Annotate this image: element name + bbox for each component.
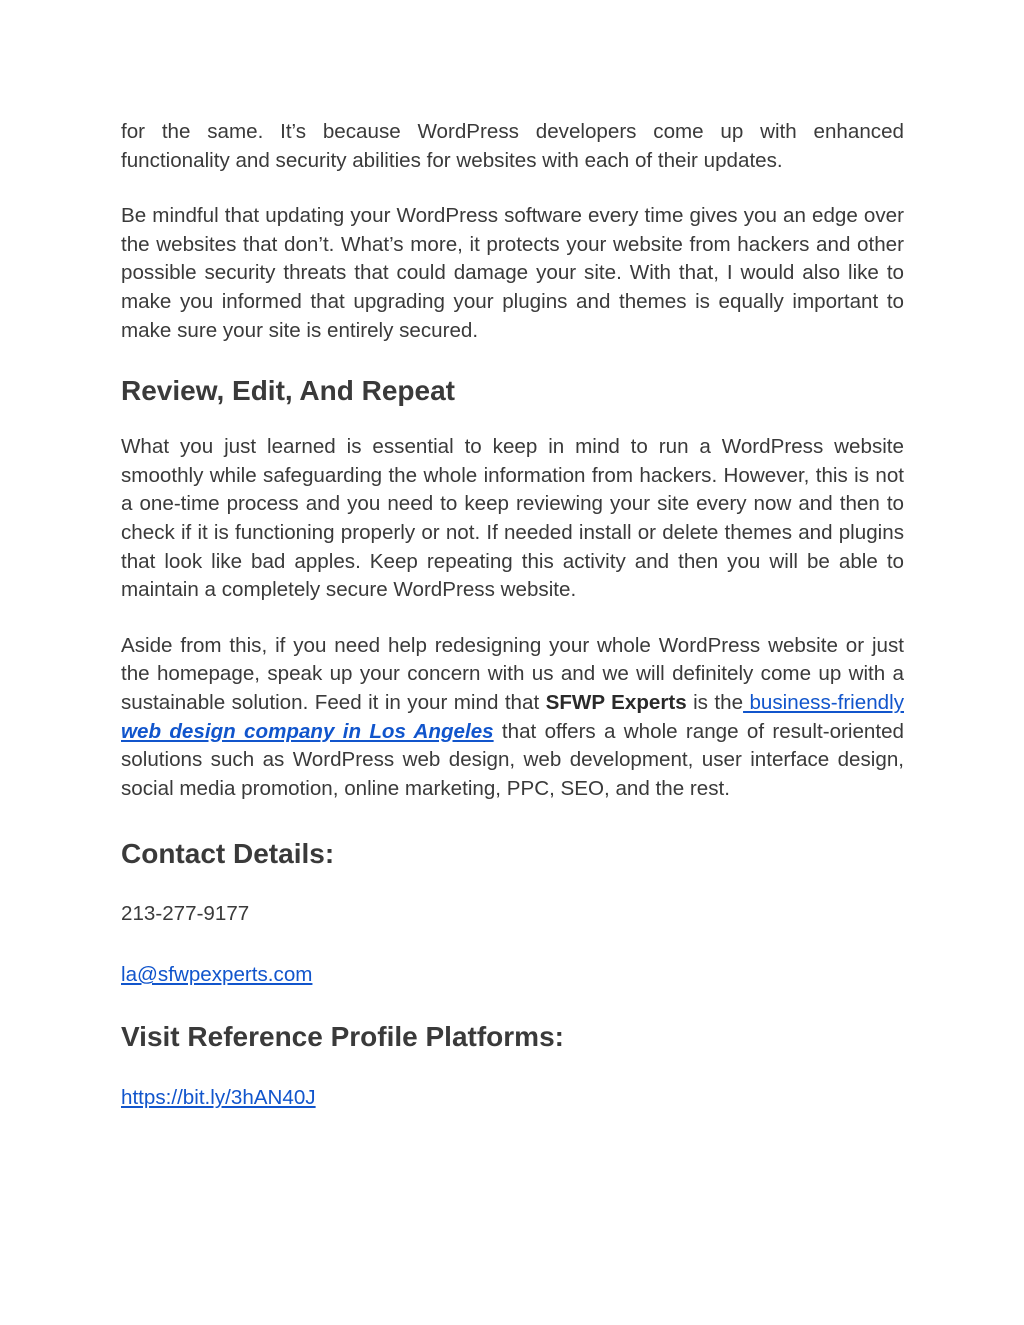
update-mindful-paragraph: Be mindful that updating your WordPress software every time gives you an edge over the websites that don’t. What’s more, it protects your website from hackers and other possible security threats that could damage your site. With that, I would also like to make you informed that upgrading your plugins and themes is equally important to make sure your site is entirely secured.: [121, 204, 904, 342]
brand-name: SFWP Experts: [545, 690, 687, 714]
review-paragraph: What you just learned is essential to keep in mind to run a WordPress website smoothly while safeguarding the whole information from hackers. However, this is not a one-time process and you need to keep reviewing your site every now and then to check if it is functioning properly or not. If needed install or delete themes and plugins that look like bad apples. Keep repeating this activity and then you will be able to maintain a completely secure WordPress website.: [121, 435, 904, 602]
reference-url-link[interactable]: https://bit.ly/3hAN40J: [121, 1086, 316, 1110]
aside-text-end: that offers a whole range of result-oriented solutions such as WordPress web design, web development, user interface design, social media promotion, online marketing, PPC, SEO, and the rest.: [121, 719, 904, 800]
email-link[interactable]: la@sfwpexperts.com: [121, 962, 313, 986]
contact-heading: Contact Details:: [121, 838, 335, 870]
aside-text-start: Aside from this, if you need help redesigning your whole WordPress website or just the homepage, speak up your concern with us and we will definitely come up with a sustainable solution. Feed it in your mind that: [121, 633, 904, 714]
visit-heading: Visit Reference Profile Platforms:: [121, 1021, 564, 1053]
business-friendly-link[interactable]: business-friendly: [743, 690, 904, 714]
aside-paragraph: [121, 632, 904, 804]
web-design-company-link[interactable]: web design company in Los Angeles: [121, 719, 494, 743]
aside-text-is-the: is the: [686, 690, 744, 714]
intro-continued-paragraph: for the same. It’s because WordPress developers come up with enhanced functionality and security abilities for websites with each of their updates.: [121, 120, 904, 172]
phone-number: 213-277-9177: [121, 902, 250, 926]
document-page: [121, 118, 904, 1113]
review-heading: Review, Edit, And Repeat: [121, 375, 455, 407]
